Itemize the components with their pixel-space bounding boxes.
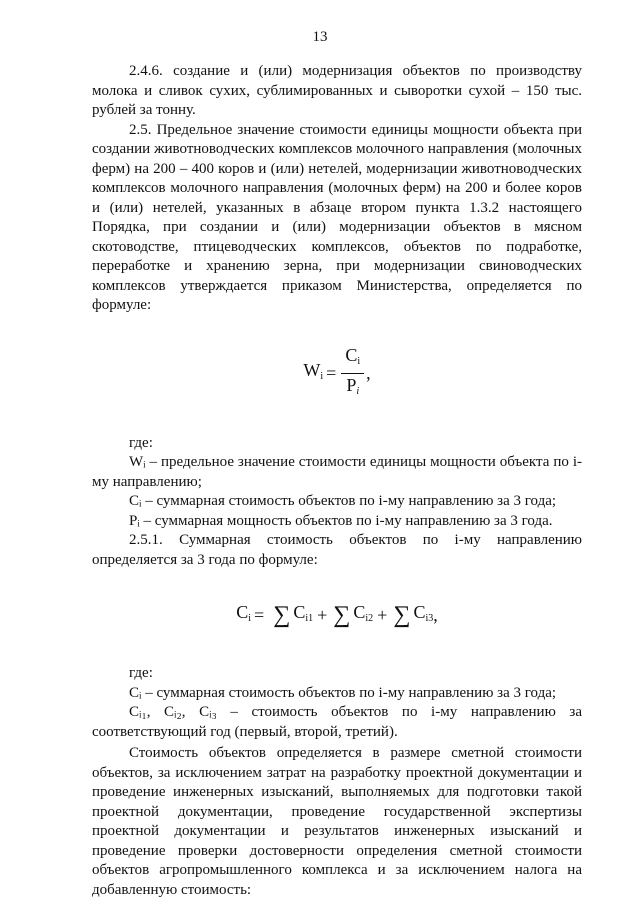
definition-p: Pᵢ – суммарная мощность объектов по i-му направлению за 3 года.	[129, 512, 553, 529]
formula-unit-cost	[92, 334, 582, 414]
formula-c-term-3: $C_{i3}$	[413, 602, 434, 625]
formula-total-cost	[92, 586, 582, 646]
formula-c-equals: =	[254, 605, 265, 626]
paragraph-cost-note: Стоимость объектов определяется в размере сметной стоимости объектов, за исключением затрат на разработку проектной документации и проведение инженерных изысканий, выполняемых для подготовки такой проектной документации, проведение государственной экспертизы проектной документации и результатов инженерных изысканий и проведение проверки достоверности определения сметной стоимости объектов агропромышленного комплекса и за исключением налога на добавленную стоимость:	[92, 745, 582, 898]
plus-sign: +	[317, 605, 328, 626]
plus-sign: +	[377, 605, 388, 626]
formula-w-fraction	[341, 344, 364, 403]
page-number: 13	[312, 29, 328, 45]
sigma-symbol: ∑	[273, 602, 291, 629]
paragraph-2-5: 2.5. Предельное значение стоимости единицы мощности объекта при создании животноводческих комплексов молочного направления (молочных ферм) на 200 – 400 коров и (или) нетелей, модернизации животноводческих комплексов молочного направления (молочных ферм) на 200 и более коров и (или) нетелей, указанных в абзаце втором пункта 1.3.2 настоящего Порядка, при создании и (или) модернизации объектов в мясном скотоводстве, птицеводческих комплексов, объектов по подработке, переработке и хранению зерна, при модернизации свиноводческих комплексов утверждается приказом Министерства, определяется по формуле:	[92, 121, 582, 313]
definition-w: Wᵢ – предельное значение стоимости единицы мощности объекта по i-му направлению;	[92, 454, 582, 490]
paragraph-2-5-1: 2.5.1. Суммарная стоимость объектов по i-му направлению определяется за 3 года по формуле:	[92, 532, 582, 568]
definition-c-yearly: Cᵢ₁, Cᵢ₂, Cᵢ₃ – стоимость объектов по i-му направлению за соответствующий год (первый, второй, третий).	[92, 704, 582, 740]
where-label-2: где:	[129, 665, 153, 681]
formula-c-comma: ,	[433, 605, 438, 626]
paragraph-2-4-6: 2.4.6. создание и (или) модернизация объектов по производству молока и сливок сухих, сублимированных и сыворотки сухой – 150 тыс. рублей за тонну.	[92, 63, 582, 118]
formula-w-equals: =	[326, 362, 337, 383]
sigma-symbol: ∑	[393, 602, 411, 629]
formula-c-term-2: $C_{i2}$	[353, 602, 374, 625]
document-body	[92, 62, 582, 900]
formula-w-comma: ,	[366, 362, 371, 383]
formula-w-numerator: $C_i$	[345, 345, 361, 367]
sigma-symbol: ∑	[333, 602, 351, 629]
formula-w-lhs: $W_i$	[303, 359, 324, 382]
formula-c-lhs: $C_i$	[236, 602, 252, 625]
definition-c: Cᵢ – суммарная стоимость объектов по i-му направлению за 3 года;	[129, 493, 557, 509]
where-label-1: где:	[129, 434, 153, 451]
formula-c-term-1: $C_{i1}$	[293, 602, 314, 625]
definition-c-total: Cᵢ – суммарная стоимость объектов по i-му направлению за 3 года;	[129, 684, 557, 701]
formula-w-denominator: Pi	[346, 375, 360, 397]
